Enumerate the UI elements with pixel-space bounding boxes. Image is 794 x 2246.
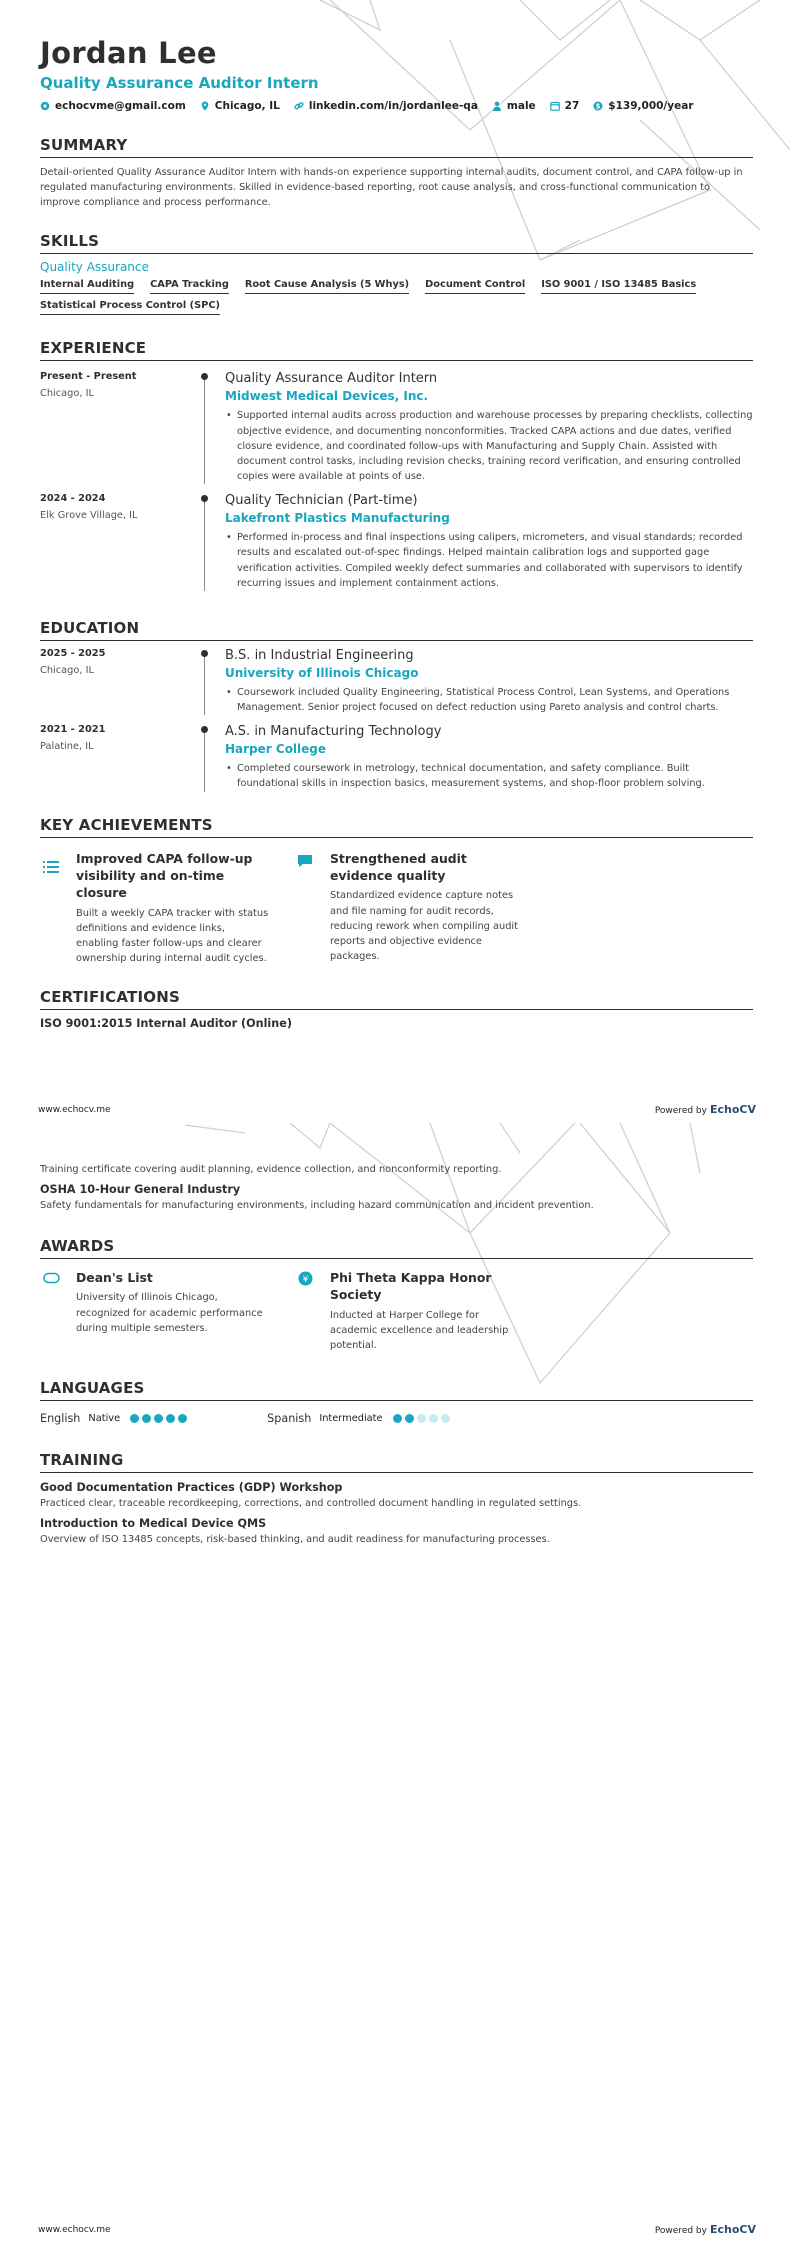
certifications-section: [40, 988, 753, 1030]
list-icon: [43, 860, 59, 874]
language-level: Native: [88, 1413, 121, 1425]
experience-item: [40, 493, 753, 591]
skill-tag: Root Cause Analysis (5 Whys): [245, 279, 409, 294]
svg-text:¥: ¥: [302, 1275, 308, 1285]
rating-dot-empty: [417, 1414, 426, 1423]
rating-dot-empty: [441, 1414, 450, 1423]
experience-date: Present - Present: [40, 371, 137, 383]
skill-list: [40, 279, 753, 315]
email-icon: [40, 101, 50, 111]
summary-text: Detail-oriented Quality Assurance Auditor Intern with hands-on experience supporting internal audits, document control, and CAPA follow-up in regulated manufacturing environments. Skilled in evidence-based reporting, root cause analysis, and cross-functional communication to improve compliance and process performance.: [40, 166, 743, 209]
contact-age: [550, 100, 580, 112]
rating-dot-filled: [393, 1414, 402, 1423]
experience-bullet: • Supported internal audits across production and warehouse processes by preparing checklists, collecting objective evidence, and documenting nonconformities. Tracked CAPA actions and due dates, verified closure evidence, and coordinated follow-ups with Manufacturing and Supply Chain. Assisted with document control tasks, including revision checks, training record verification, and ensuring controlled copies were available at points of use.: [237, 408, 753, 484]
skill-tag: ISO 9001 / ISO 13485 Basics: [541, 279, 696, 294]
language-level: Intermediate: [319, 1413, 383, 1425]
brand-logo-text: EchoCV: [709, 2223, 756, 2236]
skill-tag: Document Control: [425, 279, 525, 294]
page-footer: [38, 1103, 756, 1116]
experience-company: Midwest Medical Devices, Inc.: [225, 389, 429, 404]
experience-section: [40, 339, 753, 591]
timeline-dot: [201, 373, 208, 380]
achievement-desc: Built a weekly CAPA tracker with status definitions and evidence links, enabling faster follow-ups and clearer ownership during internal audit cycles.: [76, 907, 269, 965]
contact-salary-text: $139,000/year: [608, 99, 694, 112]
language-item: [267, 1412, 449, 1425]
experience-company: Lakefront Plastics Manufacturing: [225, 511, 450, 526]
summary-heading: SUMMARY: [40, 136, 753, 158]
experience-date: 2024 - 2024: [40, 493, 106, 505]
achievement-item: [40, 850, 270, 967]
contact-location-text: Chicago, IL: [214, 99, 280, 112]
salary-icon: [593, 101, 603, 111]
education-school: University of Illinois Chicago: [225, 665, 419, 680]
page-footer: [38, 2223, 756, 2236]
footer-powered: [655, 1103, 756, 1116]
rating-dot-filled: [405, 1414, 414, 1423]
education-item: [40, 648, 753, 715]
contact-salary: [593, 100, 693, 112]
timeline-dot: [201, 726, 208, 733]
summary-section: [40, 136, 753, 211]
candidate-title: Quality Assurance Auditor Intern: [40, 73, 319, 92]
contact-linkedin[interactable]: [294, 100, 478, 112]
language-name: Spanish: [267, 1412, 312, 1426]
contact-linkedin-text: linkedin.com/in/jordanlee-qa: [308, 99, 478, 112]
experience-location: Chicago, IL: [40, 388, 94, 400]
language-name: English: [40, 1412, 81, 1426]
certifications-heading: CERTIFICATIONS: [40, 988, 753, 1010]
rating-dot-filled: [178, 1414, 187, 1423]
achievements-section: [40, 816, 753, 967]
training-section: [40, 1451, 753, 1545]
achievement-desc: Standardized evidence capture notes and file naming for audit records, reducing rework when compiling audit reports and objective evidence packages.: [330, 890, 518, 963]
yen-icon: [298, 1271, 313, 1286]
contact-age-text: 27: [564, 99, 580, 112]
achievements-heading: KEY ACHIEVEMENTS: [40, 816, 753, 838]
education-location: Palatine, IL: [40, 741, 94, 753]
skills-heading: SKILLS: [40, 232, 753, 254]
language-item: [40, 1412, 187, 1425]
achievement-title: Improved CAPA follow-up visibility and on-time closure: [76, 850, 253, 901]
training-desc: Overview of ISO 13485 concepts, risk-based thinking, and audit readiness for manufacturing processes.: [40, 1534, 550, 1546]
timeline-dot: [201, 650, 208, 657]
timeline-dot: [201, 495, 208, 502]
training-name: Good Documentation Practices (GDP) Workshop: [40, 1481, 343, 1495]
education-bullet: • Completed coursework in metrology, technical documentation, and safety compliance. Built foundational skills in inspection basics, measurement systems, and shop-floor problem solving.: [237, 761, 753, 791]
footer-site-link[interactable]: www.echocv.me: [38, 2224, 111, 2235]
award-title: Phi Theta Kappa Honor Society: [330, 1270, 492, 1303]
award-desc: University of Illinois Chicago, recognized for academic performance during multiple semesters.: [76, 1292, 263, 1334]
education-section: [40, 619, 753, 792]
certification-desc: Safety fundamentals for manufacturing environments, including hazard communication and incident prevention.: [40, 1200, 594, 1211]
award-title: Dean's List: [76, 1270, 153, 1285]
education-date: 2021 - 2021: [40, 724, 106, 736]
contact-bar: [40, 100, 753, 112]
certification-name: ISO 9001:2015 Internal Auditor (Online): [40, 1017, 292, 1031]
certification-name: OSHA 10-Hour General Industry: [40, 1183, 241, 1196]
footer-powered: [655, 2223, 756, 2236]
training-heading: TRAINING: [40, 1451, 753, 1473]
education-location: Chicago, IL: [40, 664, 94, 676]
footer-site-link[interactable]: www.echocv.me: [38, 1104, 111, 1115]
languages-heading: LANGUAGES: [40, 1379, 753, 1401]
education-school: Harper College: [225, 742, 327, 757]
svg-text:$: $: [595, 102, 601, 111]
timeline-line: [204, 373, 205, 484]
powered-label: Powered by: [654, 2226, 707, 2236]
achievement-item: [294, 850, 524, 967]
education-item: [40, 724, 753, 791]
language-list: [40, 1412, 753, 1425]
education-bullet: • Coursework included Quality Engineering, Statistical Process Control, Lean Systems, and Operations Management. Senior project focused on defect reduction using Pareto analysis and control charts.: [237, 685, 753, 715]
contact-location: [200, 100, 280, 112]
awards-heading: AWARDS: [40, 1237, 753, 1259]
award-item: [294, 1269, 524, 1353]
link-icon: [294, 101, 304, 111]
awards-section: [40, 1237, 753, 1353]
certification-desc: Training certificate covering audit planning, evidence collection, and nonconformity reporting.: [40, 1164, 502, 1175]
location-icon: [200, 101, 210, 111]
rating-dot-filled: [142, 1414, 151, 1423]
powered-label: Powered by: [654, 1106, 707, 1116]
language-rating: [393, 1414, 450, 1423]
candidate-name: Jordan Lee: [40, 36, 217, 70]
training-name: Introduction to Medical Device QMS: [40, 1517, 267, 1531]
chat-icon: [297, 854, 313, 868]
skill-tag: CAPA Tracking: [150, 279, 229, 294]
resume-page-2: [0, 1123, 794, 2246]
timeline-line: [204, 495, 205, 591]
achievement-list: [40, 850, 753, 967]
education-date: 2025 - 2025: [40, 647, 106, 659]
experience-heading: EXPERIENCE: [40, 339, 753, 361]
experience-bullet: • Performed in-process and final inspections using calipers, micrometers, and visual standards; recorded results and escalated out-of-spec findings. Helped maintain calibration logs and supported gage verification activities. Compiled weekly defect summaries and collaborated with supervisors to identify recurring issues and implement containment actions.: [237, 530, 753, 591]
contact-email[interactable]: [40, 100, 186, 112]
achievement-title: Strengthened audit evidence quality: [330, 850, 467, 883]
skill-tag: Internal Auditing: [40, 279, 134, 294]
education-degree: B.S. in Industrial Engineering: [225, 647, 414, 663]
award-item: [40, 1269, 270, 1353]
skill-category: Quality Assurance: [40, 260, 149, 275]
person-icon: [492, 101, 502, 111]
award-list: [40, 1269, 753, 1353]
rating-dot-filled: [154, 1414, 163, 1423]
education-degree: A.S. in Manufacturing Technology: [225, 724, 442, 740]
award-desc: Inducted at Harper College for academic excellence and leadership potential.: [330, 1309, 509, 1352]
experience-item: [40, 371, 753, 484]
rating-dot-filled: [130, 1414, 139, 1423]
contact-gender: [492, 100, 536, 112]
contact-gender-text: male: [506, 99, 536, 112]
timeline-line: [204, 650, 205, 715]
experience-role: Quality Technician (Part-time): [225, 493, 418, 509]
experience-role: Quality Assurance Auditor Intern: [225, 371, 438, 387]
training-desc: Practiced clear, traceable recordkeeping, corrections, and controlled document handling in regulated settings.: [40, 1498, 582, 1510]
calendar-icon: [550, 101, 560, 111]
skills-section: [40, 232, 753, 315]
ribbon-icon: [43, 1272, 60, 1284]
timeline-line: [204, 726, 205, 791]
experience-location: Elk Grove Village, IL: [40, 510, 138, 522]
rating-dot-empty: [429, 1414, 438, 1423]
skill-tag: Statistical Process Control (SPC): [40, 300, 220, 315]
language-rating: [130, 1414, 187, 1423]
contact-email-text: echocvme@gmail.com: [55, 99, 186, 112]
rating-dot-filled: [166, 1414, 175, 1423]
brand-logo-text: EchoCV: [709, 1103, 756, 1116]
education-heading: EDUCATION: [40, 619, 753, 641]
languages-section: [40, 1379, 753, 1425]
